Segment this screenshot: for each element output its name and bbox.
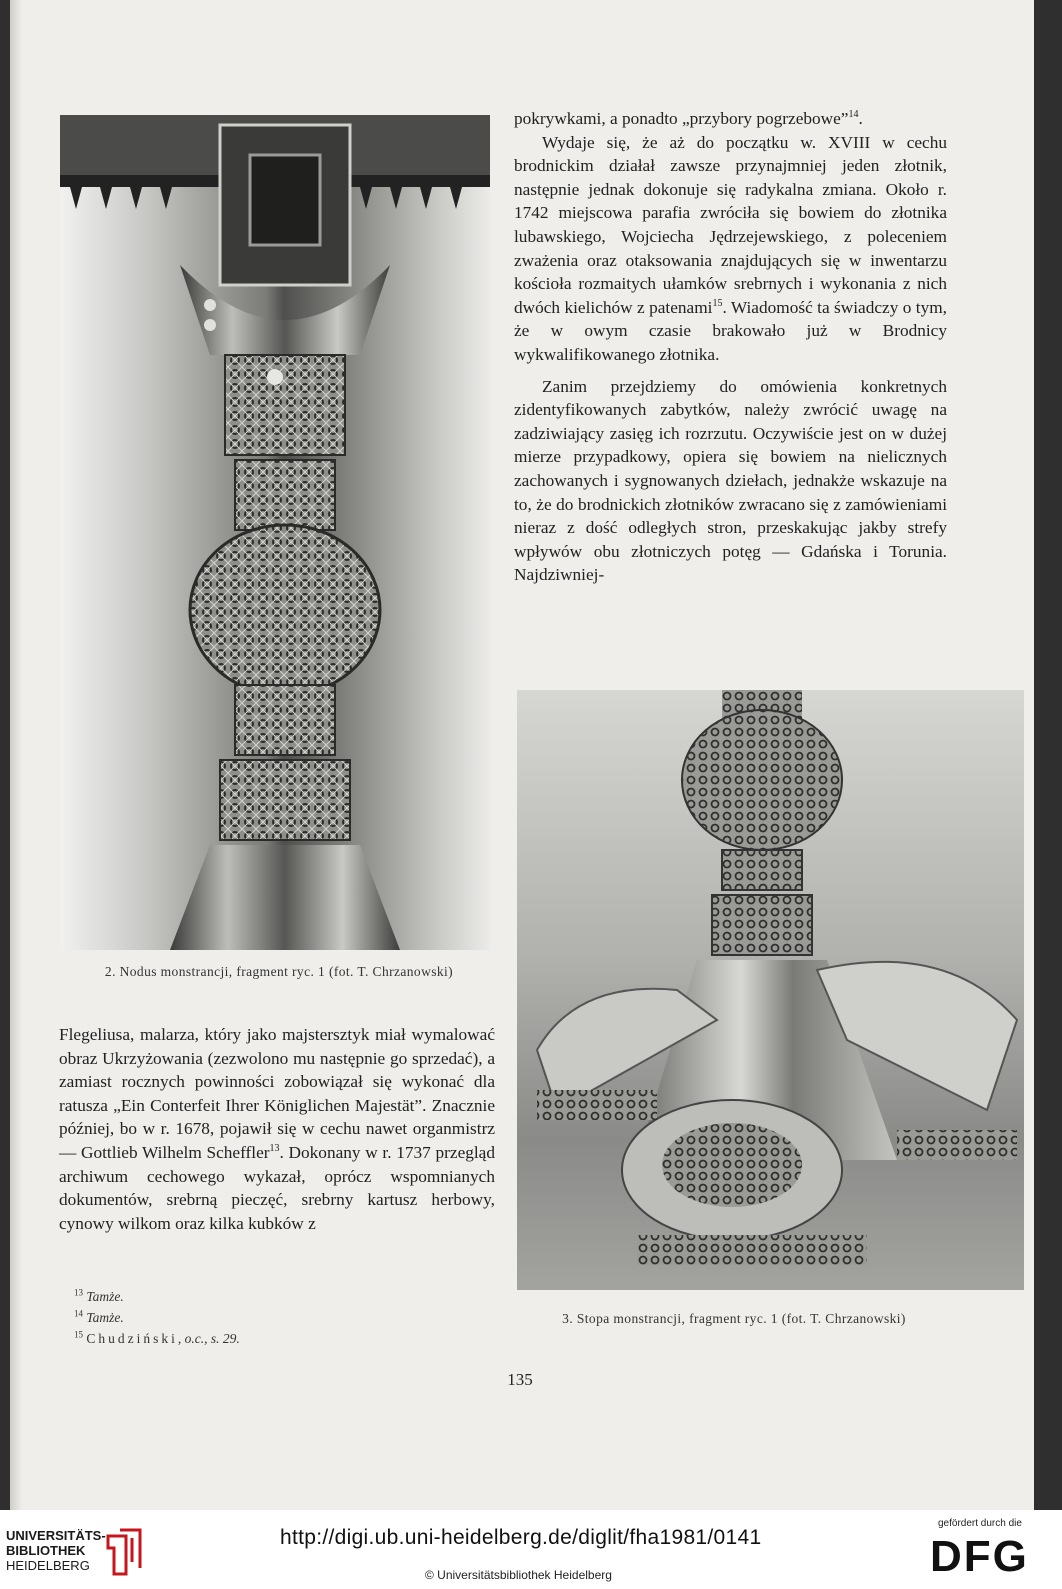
copyright-notice: © Universitätsbibliothek Heidelberg: [425, 1568, 612, 1582]
figure-nodus-photo: [60, 115, 490, 950]
library-name-line1: UNIVERSITÄTS-: [6, 1528, 106, 1543]
paragraph-text: Wydaje się, że aż do początku w. XVIII w cechu brodnickim działał zawsze przynajmniej jeden złotnik, następnie jednak dokonuje się radykalna zmiana. Około r. 1742 miejscowa parafia zwróciła się bowiem do złotnika lubawskiego, Wojciecha Jędrzejewskiego, z poleceniem zważenia oraz otaksowania znajdujących się w inwentarzu kościoła rozmaitych ułamków srebrnych i wykonania z nich dwóch kielichów z patenami: [514, 132, 947, 317]
library-logo-icon: [104, 1528, 144, 1576]
footnote-text: Tamże.: [86, 1289, 124, 1304]
library-name-line3: HEIDELBERG: [6, 1558, 90, 1573]
footnotes: [74, 1286, 240, 1349]
figure-caption-3: 3. Stopa monstrancji, fragment ryc. 1 (fot. T. Chrzanowski): [562, 1311, 906, 1326]
paragraph-text: . Wiadomość ta świadczy o tym, że w owym czasie brakowało już w Brodnicy wykwalifikowanego złotnika.: [514, 297, 948, 364]
monstrance-nodus-illustration: [60, 115, 490, 950]
dfg-logo: DFG: [930, 1532, 1029, 1581]
footnote-ref-15[interactable]: 15: [712, 297, 723, 309]
permalink-url[interactable]: http://digi.ub.uni-heidelberg.de/diglit/fha1981/0141: [280, 1526, 762, 1549]
figure-caption-2: 2. Nodus monstrancji, fragment ryc. 1 (fot. T. Chrzanowski): [104, 964, 454, 979]
footnote-14: [74, 1307, 240, 1328]
figure-stopa-photo: [517, 690, 1024, 1290]
footnote-author: Chudziński: [86, 1331, 178, 1346]
paragraph-text: pokrywkami, a ponadto „przybory pogrzebowe”: [514, 109, 849, 128]
paragraph: Zanim przejdziemy do omówienia konkretnych zidentyfikowanych zabytków, należy zwrócić uwagę na zadziwiający zasięg ich rozrzutu. Oczywiście jest on w dużej mierze przypadkowy, opiera się bowiem na nielicznych zachowanych i sygnowanych dziełach, jednakże wskazuje na to, że do brodnickich złotników zwracano się z zamówieniami nieraz z dość odległych stron, przeskakując jakby strefy wpływów obu złotniczych potęg — Gdańska i Torunia. Najdziwniej-: [514, 376, 947, 585]
library-name-line2: BIBLIOTHEK: [6, 1543, 86, 1558]
page-gutter-shadow: [10, 0, 22, 1510]
left-text-column: [59, 1023, 495, 1235]
footnote-number: 13: [74, 1287, 83, 1298]
paragraph: [59, 1023, 495, 1235]
footnote-13: [74, 1286, 240, 1307]
paragraph-text: Flegeliusa, malarza, który jako majstersztyk miał wymalować obraz Ukrzyżowania (zezwolono mu następnie go sprzedać), a zamiast rocznych powinności zobowiązał się wykonać dla ratusza „Ein Conterfeit Ihrer Königlichen Majestät”. Znacznie później, bo w r. 1678, pojawił się w cechu nawet organmistrz — Gottlieb Wilhelm Scheffler: [59, 1025, 495, 1162]
library-logo-text: [6, 1528, 106, 1573]
paragraph: [514, 131, 947, 367]
monstrance-foot-illustration: [517, 690, 1024, 1290]
footnote-text: Tamże.: [86, 1310, 124, 1325]
footnote-ref-13[interactable]: 13: [269, 1143, 280, 1155]
footnote-ref-14[interactable]: 14: [848, 109, 859, 121]
paragraph-continued: pokrywkami, a ponadto „przybory pogrzebowe”$^{14}$.: [514, 109, 863, 128]
footer-bar: [0, 1510, 1062, 1589]
paragraph-text: . Dokonany w r. 1737 przegląd archiwum cechowego wykazał, oprócz wspomnianych dokumentów, srebrną pieczęć, srebrny kartusz herbowy, cynowy wilkom oraz kilka kubków z: [59, 1142, 495, 1233]
footnote-text: , o.c., s. 29.: [177, 1331, 240, 1346]
footnote-number: 15: [74, 1329, 83, 1340]
funding-label: gefördert durch die: [938, 1518, 1022, 1529]
right-text-column: [514, 107, 947, 587]
page-number: 135: [507, 1370, 533, 1389]
footnote-15: [74, 1328, 240, 1349]
footnote-number: 14: [74, 1308, 83, 1319]
